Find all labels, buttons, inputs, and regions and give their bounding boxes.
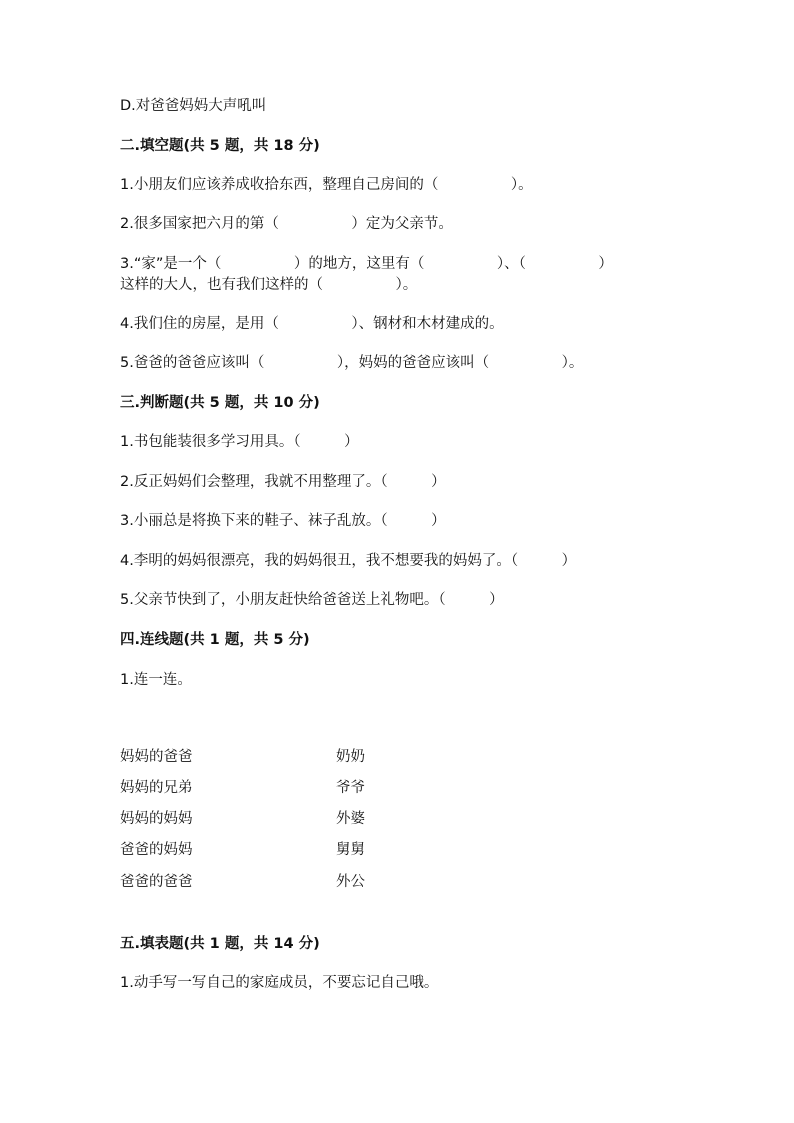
match-right-item: 舅舅 xyxy=(336,842,365,858)
judge-question-5: 5.父亲节快到了，小朋友赶快给爸爸送上礼物吧。（ ） xyxy=(120,592,504,608)
judge-question-2: 2.反正妈妈们会整理，我就不用整理了。（ ） xyxy=(120,474,446,490)
previous-option-d: D.对爸爸妈妈大声吼叫 xyxy=(120,98,267,114)
fill-question-1: 1.小朋友们应该养成收拾东西，整理自己房间的（ ）。 xyxy=(120,177,533,193)
judge-question-4: 4.李明的妈妈很漂亮，我的妈妈很丑，我不想要我的妈妈了。（ ） xyxy=(120,553,577,569)
fill-question-4: 4.我们住的房屋，是用（ ）、钢材和木材建成的。 xyxy=(120,316,504,332)
match-left-item: 妈妈的爸爸 xyxy=(120,749,193,765)
match-right-item: 爷爷 xyxy=(336,780,365,796)
judge-question-3: 3.小丽总是将换下来的鞋子、袜子乱放。（ ） xyxy=(120,513,446,529)
match-right-item: 奶奶 xyxy=(336,749,365,765)
match-left-item: 妈妈的妈妈 xyxy=(120,811,193,827)
section-5-heading: 五.填表题(共 1 题，共 14 分) xyxy=(120,936,320,952)
match-right-item: 外婆 xyxy=(336,811,365,827)
match-left-item: 妈妈的兄弟 xyxy=(120,780,193,796)
match-left-item: 爸爸的妈妈 xyxy=(120,842,193,858)
table-question-1: 1.动手写一写自己的家庭成员，不要忘记自己哦。 xyxy=(120,975,439,991)
match-left-item: 爸爸的爸爸 xyxy=(120,874,193,890)
section-3-heading: 三.判断题(共 5 题，共 10 分) xyxy=(120,395,320,411)
fill-question-3-line-2: 这样的大人，也有我们这样的（ ）。 xyxy=(120,277,418,293)
match-question-1: 1.连一连。 xyxy=(120,672,192,688)
fill-question-5: 5.爸爸的爸爸应该叫（ ），妈妈的爸爸应该叫（ ）。 xyxy=(120,355,584,371)
judge-question-1: 1.书包能装很多学习用具。（ ） xyxy=(120,434,359,450)
match-right-item: 外公 xyxy=(336,874,365,890)
section-2-heading: 二.填空题(共 5 题，共 18 分) xyxy=(120,138,320,154)
fill-question-2: 2.很多国家把六月的第（ ）定为父亲节。 xyxy=(120,216,453,232)
section-4-heading: 四.连线题(共 1 题，共 5 分) xyxy=(120,632,310,648)
fill-question-3-line-1: 3.“家”是一个（ ）的地方，这里有（ ）、（ ） xyxy=(120,256,613,272)
